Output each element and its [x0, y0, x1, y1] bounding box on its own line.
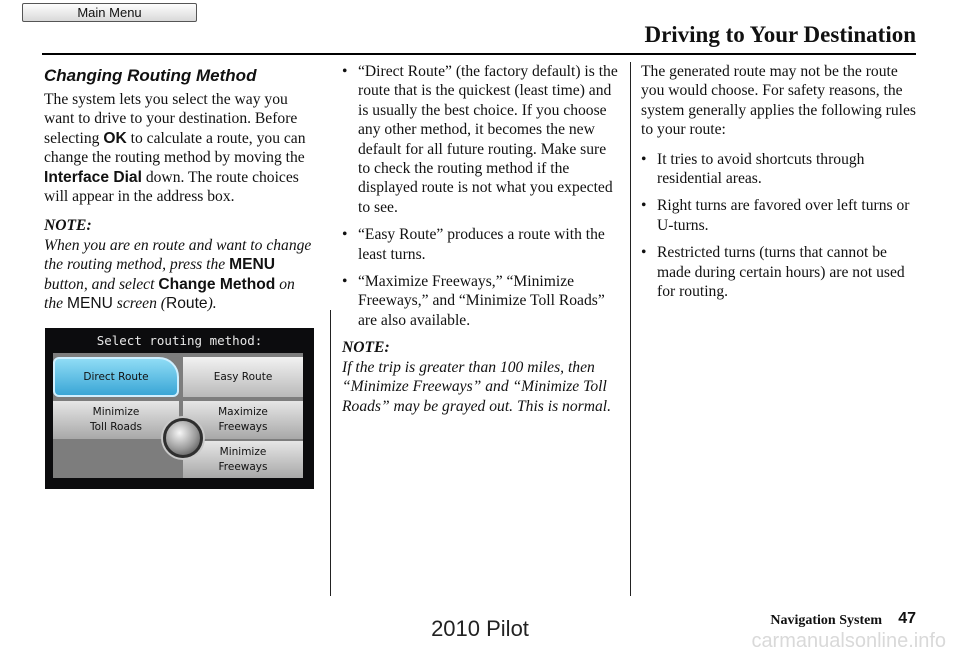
site-watermark: carmanualsonline.info [751, 630, 946, 652]
option-minimize-toll-roads: Minimize Toll Roads [53, 401, 179, 439]
change-method-term: Change Method [158, 275, 276, 293]
interface-dial-icon [163, 418, 203, 458]
menu-term: MENU [229, 256, 276, 274]
screen-title: Select routing method: [96, 333, 263, 348]
list-item: • “Direct Route” (the factory default) is the route that is the quickest (least time) and is usually the best choice. If you choose any other method, it becomes the new default for all future routing. Make sure to check the routing method if the displayed route is not what you expected to see. [342, 62, 620, 217]
main-menu-button[interactable]: Main Menu [22, 3, 197, 22]
page-title: Driving to Your Destination [644, 22, 916, 47]
option-minimize-freeways: Minimize Freeways [183, 441, 303, 478]
list-item: • “Easy Route” produces a route with the least turns. [342, 225, 620, 264]
column-left [44, 62, 314, 323]
list-item: • Restricted turns (turns that cannot be made during certain hours) are not used for routing. [641, 243, 923, 301]
column-right [641, 62, 923, 309]
note-body: If the trip is greater than 100 miles, then “Minimize Freeways” and “Minimize Toll Roads” may be grayed out. This is normal. [342, 358, 611, 415]
page-number: 47 [898, 610, 916, 627]
route-term: Route [165, 295, 208, 313]
note-heading: NOTE: [44, 217, 92, 235]
note-heading: NOTE: [342, 339, 390, 357]
list-item: • Right turns are favored over left turns or U-turns. [641, 196, 923, 235]
section-heading: Changing Routing Method [44, 66, 257, 85]
option-easy-route: Easy Route [183, 357, 303, 397]
column-middle [342, 62, 620, 426]
routing-method-screen [45, 328, 314, 489]
option-maximize-freeways: Maximize Freeways [183, 401, 303, 439]
list-item: • “Maximize Freeways,” “Minimize Freeways,” and “Minimize Toll Roads” are also available. [342, 272, 620, 330]
ok-term: OK [103, 129, 127, 147]
route-options-list [342, 62, 620, 330]
rules-intro: The generated route may not be the route you would choose. For safety reasons, the system generally applies the following rules to your route: [641, 63, 916, 139]
column-divider-left [330, 310, 331, 596]
model-watermark: 2010 Pilot [431, 616, 529, 641]
routing-rules-list [641, 150, 923, 302]
list-item: • It tries to avoid shortcuts through residential areas. [641, 150, 923, 189]
option-direct-route: Direct Route [53, 357, 179, 397]
intro-paragraph: The system lets you select the way you want to drive to your destination. Before selecting OK to calculate a route, you can change the routing method by moving the Interface Dial down. The route choices will appear in the address box. [44, 91, 306, 206]
note-body: When you are en route and want to change the routing method, press the MENU button, and select Change Method on the MENU screen (Route). [44, 236, 312, 313]
option-panel [53, 353, 303, 478]
menu-screen-term: MENU [66, 295, 113, 313]
interface-dial-term: Interface Dial [44, 168, 142, 186]
header-divider [42, 53, 916, 55]
footer-section-name: Navigation System [770, 613, 882, 628]
column-divider-right [630, 62, 631, 596]
